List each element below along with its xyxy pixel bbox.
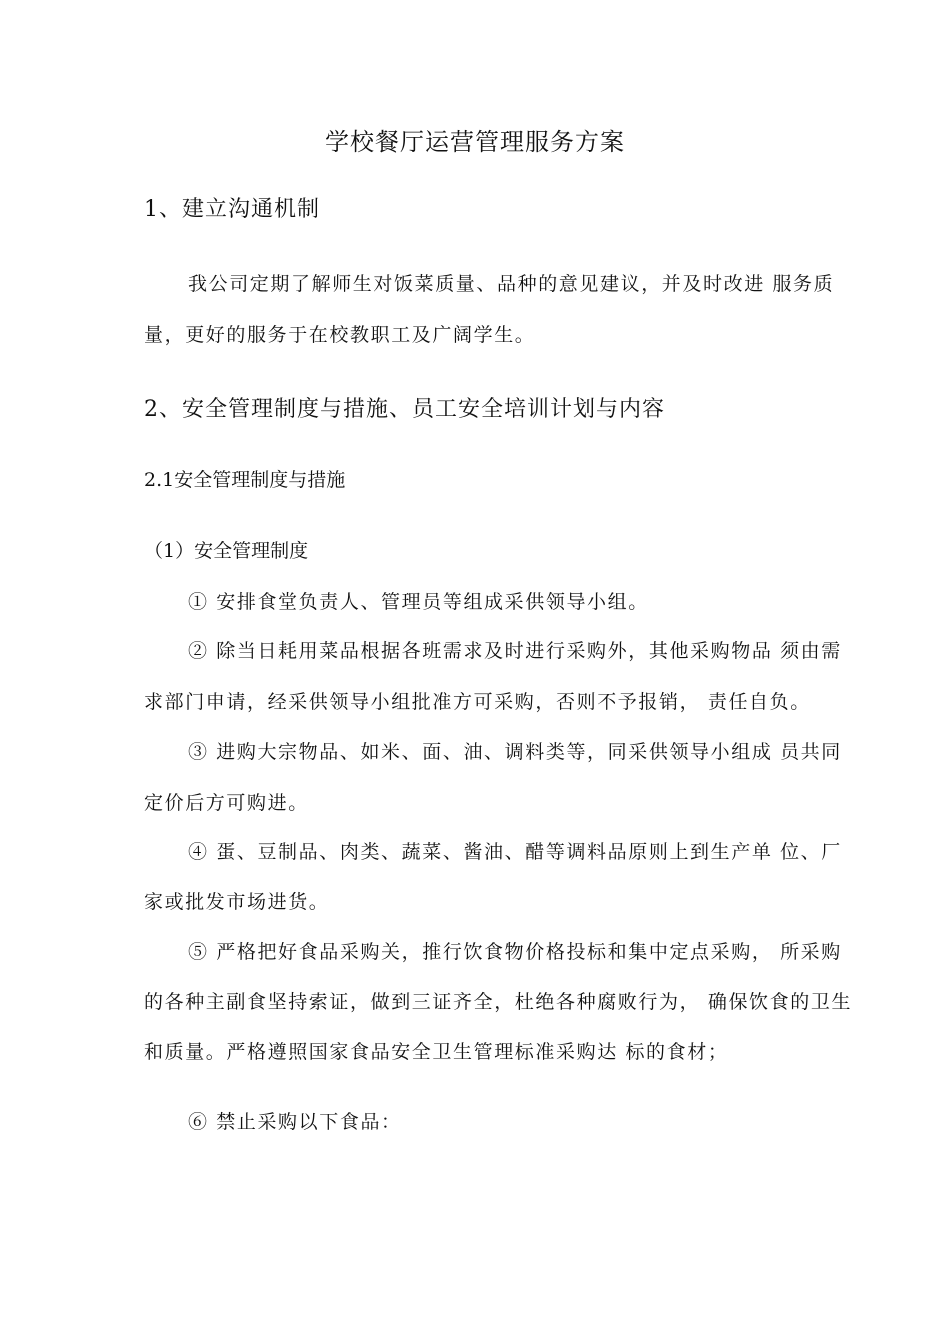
list-item-6: ⑥ 禁止采购以下食品： [188,1111,402,1133]
section-1-paragraph-line-1: 我公司定期了解师生对饭菜质量、品种的意见建议，并及时改进 服务质 [188,273,835,295]
section-1-paragraph-line-2: 量，更好的服务于在校教职工及广阔学生。 [144,324,536,346]
list-item-2-line-2: 求部门申请，经采供领导小组批准方可采购，否则不予报销， 责任自负。 [144,691,811,713]
list-item-5-line-1: ⑤ 严格把好食品采购关，推行饮食物价格投标和集中定点采购， 所采购 [188,941,842,963]
list-item-4-line-2: 家或批发市场进货。 [144,891,330,913]
list-item-5-line-2: 的各种主副食坚持索证，做到三证齐全，杜绝各种腐败行为， 确保饮食的卫生 [144,991,853,1013]
item-list-heading: （1）安全管理制度 [144,540,309,562]
list-item-3-line-2: 定价后方可购进。 [144,792,309,814]
list-item-1: ① 安排食堂负责人、管理员等组成采供领导小组。 [188,591,649,613]
section-1-heading: 1、建立沟通机制 [144,197,320,222]
list-item-5-line-3: 和质量。严格遵照国家食品安全卫生管理标准采购达 标的食材； [144,1041,729,1063]
section-2-heading: 2、安全管理制度与措施、员工安全培训计划与内容 [144,397,665,422]
section-2-1-subheading: 2.1安全管理制度与措施 [144,469,346,491]
list-item-4-line-1: ④ 蛋、豆制品、肉类、蔬菜、酱油、醋等调料品原则上到生产单 位、厂 [188,841,842,863]
list-item-3-line-1: ③ 进购大宗物品、如米、面、油、调料类等，同采供领导小组成 员共同 [188,741,842,763]
list-item-2-line-1: ② 除当日耗用菜品根据各班需求及时进行采购外，其他采购物品 须由需 [188,640,842,662]
page-title: 学校餐厅运营管理服务方案 [325,128,625,156]
